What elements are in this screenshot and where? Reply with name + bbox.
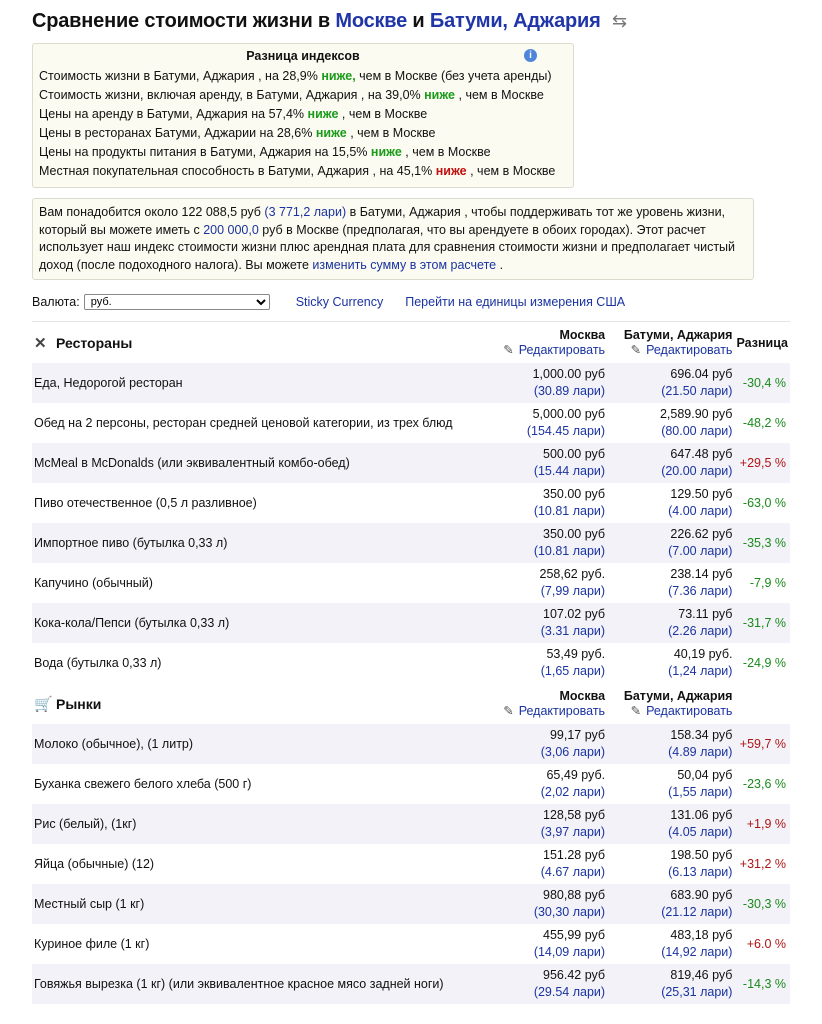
- change-amount-link[interactable]: изменить сумму в этом расчете: [312, 257, 497, 272]
- currency-select[interactable]: [84, 294, 270, 310]
- index-box-header: Разница индексов: [246, 49, 360, 63]
- price-city1: 455,99 руб (14,09 лари): [533, 928, 606, 959]
- table-row: [32, 884, 790, 924]
- column-header-city1: Москва: [486, 683, 608, 703]
- cart-icon: 🛒: [34, 695, 53, 713]
- comparison-table: [32, 321, 790, 1004]
- column-header-diff: Разница: [736, 335, 788, 350]
- price-city2: 226.62 руб (7.00 лари): [607, 523, 734, 563]
- table-row: [32, 443, 790, 483]
- price-city2: 683.90 руб (21.12 лари): [607, 884, 734, 924]
- table-row: [32, 764, 790, 804]
- index-direction: ниже: [435, 164, 467, 178]
- price-city2: 73.11 руб (2.26 лари): [607, 603, 734, 643]
- table-row: [32, 523, 790, 563]
- info-icon[interactable]: i: [524, 49, 537, 62]
- price-difference: -30,3 %: [734, 884, 790, 924]
- edit-city1-link[interactable]: ✎ Редактировать: [503, 343, 606, 357]
- item-name: Вода (бутылка 0,33 л): [34, 656, 162, 670]
- price-city2: 819,46 руб (25,31 лари): [607, 964, 734, 1004]
- item-name: Буханка свежего белого хлеба (500 г): [34, 777, 252, 791]
- price-city2: 696.04 руб (21.50 лари): [607, 363, 734, 403]
- alt-amount-link[interactable]: (3 771,2 лари): [264, 205, 347, 219]
- index-direction: ниже: [370, 145, 402, 159]
- price-city2: 40,19 руб. (1,24 лари): [668, 647, 733, 678]
- base-amount-link[interactable]: 200 000,0: [203, 222, 259, 237]
- column-header-city2: Батуми, Аджария: [607, 322, 734, 343]
- pencil-icon: ✎: [503, 704, 514, 718]
- city1-link[interactable]: Москве: [335, 10, 408, 32]
- price-difference: +1,9 %: [734, 804, 790, 844]
- table-row: [32, 563, 790, 603]
- table-row: [32, 964, 790, 1004]
- item-name: Еда, Недорогой ресторан: [32, 363, 486, 403]
- price-difference: -48,2 %: [742, 416, 786, 430]
- item-name: Кока-кола/Пепси (бутылка 0,33 л): [32, 603, 486, 643]
- table-row: [32, 603, 790, 643]
- table-row: [32, 403, 790, 443]
- section-title: Рестораны: [56, 334, 133, 351]
- table-row: [32, 924, 790, 964]
- price-difference: -23,6 %: [742, 777, 786, 791]
- column-header-city2: Батуми, Аджария: [607, 683, 734, 703]
- index-direction: ниже: [424, 88, 456, 102]
- price-difference: -35,3 %: [734, 523, 790, 563]
- pencil-icon: ✎: [503, 343, 514, 357]
- index-direction: ниже: [307, 107, 339, 121]
- pencil-icon: ✎: [630, 704, 642, 718]
- section-header: [32, 683, 790, 703]
- price-city1: 980,88 руб (30,30 лари): [486, 884, 608, 924]
- price-city2: 2,589.90 руб (80.00 лари): [659, 407, 733, 438]
- index-row: Цены на аренду в Батуми, Аджария на 57,4% ниже , чем в Москве: [39, 107, 428, 121]
- swap-cities-icon[interactable]: ⇆: [611, 11, 627, 31]
- index-direction: ниже: [315, 126, 347, 140]
- price-difference: -31,7 %: [734, 603, 790, 643]
- table-row: [32, 483, 790, 523]
- price-city2: 238.14 руб (7.36 лари): [668, 567, 733, 598]
- table-row: [32, 643, 790, 683]
- price-difference: +6.0 %: [746, 937, 786, 951]
- price-city2: 158.34 руб (4.89 лари): [607, 724, 734, 764]
- item-name: Обед на 2 персоны, ресторан средней ценовой категории, из трех блюд: [34, 416, 453, 430]
- item-name: Говяжья вырезка (1 кг) (или эквивалентное красное мясо задней ноги): [32, 964, 486, 1004]
- item-name: Рис (белый), (1кг): [32, 804, 486, 844]
- price-city1: 258,62 руб. (7,99 лари): [539, 567, 606, 598]
- price-difference: +59,7 %: [734, 724, 790, 764]
- index-direction: ниже,: [321, 69, 356, 83]
- price-city1: 107.02 руб (3.31 лари): [486, 603, 608, 643]
- price-city1: 128,58 руб (3,97 лари): [486, 804, 608, 844]
- edit-city2-link[interactable]: ✎ Редактировать: [630, 704, 733, 718]
- index-row: Стоимость жизни, включая аренду, в Батуми, Аджария , на 39,0% ниже , чем в Москве: [39, 88, 544, 102]
- column-header-city1: Москва: [486, 322, 608, 343]
- us-units-link[interactable]: Перейти на единицы измерения США: [405, 295, 626, 309]
- table-row: [32, 363, 790, 403]
- price-difference: -14,3 %: [734, 964, 790, 1004]
- item-name: Яйца (обычные) (12): [34, 857, 155, 871]
- item-name: Куриное филе (1 кг): [34, 937, 150, 951]
- edit-city2-link[interactable]: ✎ Редактировать: [630, 343, 733, 357]
- price-difference: +29,5 %: [734, 443, 790, 483]
- price-city1: 500.00 руб (15.44 лари): [486, 443, 608, 483]
- price-difference: -24,9 %: [742, 656, 786, 670]
- price-city2: 198.50 руб (6.13 лари): [668, 848, 733, 879]
- table-row: [32, 724, 790, 764]
- item-name: Пиво отечественное (0,5 л разливное): [34, 496, 257, 510]
- item-name: Местный сыр (1 кг): [32, 884, 486, 924]
- price-city1: 5,000.00 руб (154.45 лари): [526, 407, 606, 438]
- price-city1: 1,000.00 руб (30.89 лари): [486, 363, 608, 403]
- index-row: Стоимость жизни в Батуми, Аджария , на 28,9% ниже, чем в Москве (без учета аренды): [39, 69, 552, 83]
- item-name: Импортное пиво (бутылка 0,33 л): [32, 523, 486, 563]
- calculation-box: Вам понадобится около 122 088,5 руб (3 771,2 лари) в Батуми, Аджария , чтобы поддерживать тот же уровень жизни, который вы можете иметь с 200 000,0 руб в Москве (предполагая, что вы арендуете в обоих городах). Этот расчет использует наш индекс стоимости жизни плюс арендная плата для сравнения стоимости жизни и предполагает чистый доход (после подоходного налога). Вы можете изменить сумму в этом расчете .: [32, 198, 754, 280]
- price-city1: 53,49 руб. (1,65 лари): [540, 647, 606, 678]
- city2-link[interactable]: Батуми, Аджария: [429, 10, 601, 32]
- index-row: Цены на продукты питания в Батуми, Аджария на 15,5% ниже , чем в Москве: [39, 145, 491, 159]
- price-city1: 350.00 руб (10.81 лари): [486, 523, 608, 563]
- price-city1: 151.28 руб (4.67 лари): [540, 848, 606, 879]
- price-city1: 99,17 руб (3,06 лари): [486, 724, 608, 764]
- table-row: [32, 804, 790, 844]
- price-city1: 350.00 руб (10.81 лари): [533, 487, 606, 518]
- sticky-currency-link[interactable]: Sticky Currency: [295, 295, 384, 309]
- currency-label: Валюта:: [32, 295, 80, 309]
- index-row: Местная покупательная способность в Батуми, Аджария , на 45,1% ниже , чем в Москве: [39, 164, 556, 178]
- restaurant-icon: ✕: [34, 334, 47, 352]
- edit-city1-link[interactable]: ✎ Редактировать: [503, 704, 606, 718]
- price-difference: -63,0 %: [742, 496, 786, 510]
- price-city1: 956.42 руб (29.54 лари): [486, 964, 608, 1004]
- item-name: Капучино (обычный): [34, 576, 153, 590]
- price-city2: 483,18 руб (14,92 лари): [661, 928, 733, 959]
- price-city2: 647.48 руб (20.00 лари): [607, 443, 734, 483]
- price-city1: 65,49 руб. (2,02 лари): [540, 768, 606, 799]
- index-difference-box: [32, 43, 574, 188]
- index-row: Цены в ресторанах Батуми, Аджарии на 28,6% ниже , чем в Москве: [39, 126, 436, 140]
- price-difference: -30,4 %: [734, 363, 790, 403]
- pencil-icon: ✎: [630, 343, 642, 357]
- price-city2: 129.50 руб (4.00 лари): [668, 487, 733, 518]
- price-city2: 50,04 руб (1,55 лари): [668, 768, 733, 799]
- page-title: Сравнение стоимости жизни в Москве и Батуми, Аджария ⇆: [32, 10, 627, 32]
- price-city2: 131.06 руб (4.05 лари): [607, 804, 734, 844]
- section-title: Рынки: [56, 695, 102, 712]
- price-difference: +31,2 %: [739, 857, 786, 871]
- item-name: McMeal в McDonalds (или эквивалентный комбо-обед): [32, 443, 486, 483]
- section-header: [32, 322, 790, 343]
- table-row: [32, 844, 790, 884]
- item-name: Молоко (обычное), (1 литр): [32, 724, 486, 764]
- price-difference: -7,9 %: [749, 576, 786, 590]
- currency-row: [32, 291, 790, 313]
